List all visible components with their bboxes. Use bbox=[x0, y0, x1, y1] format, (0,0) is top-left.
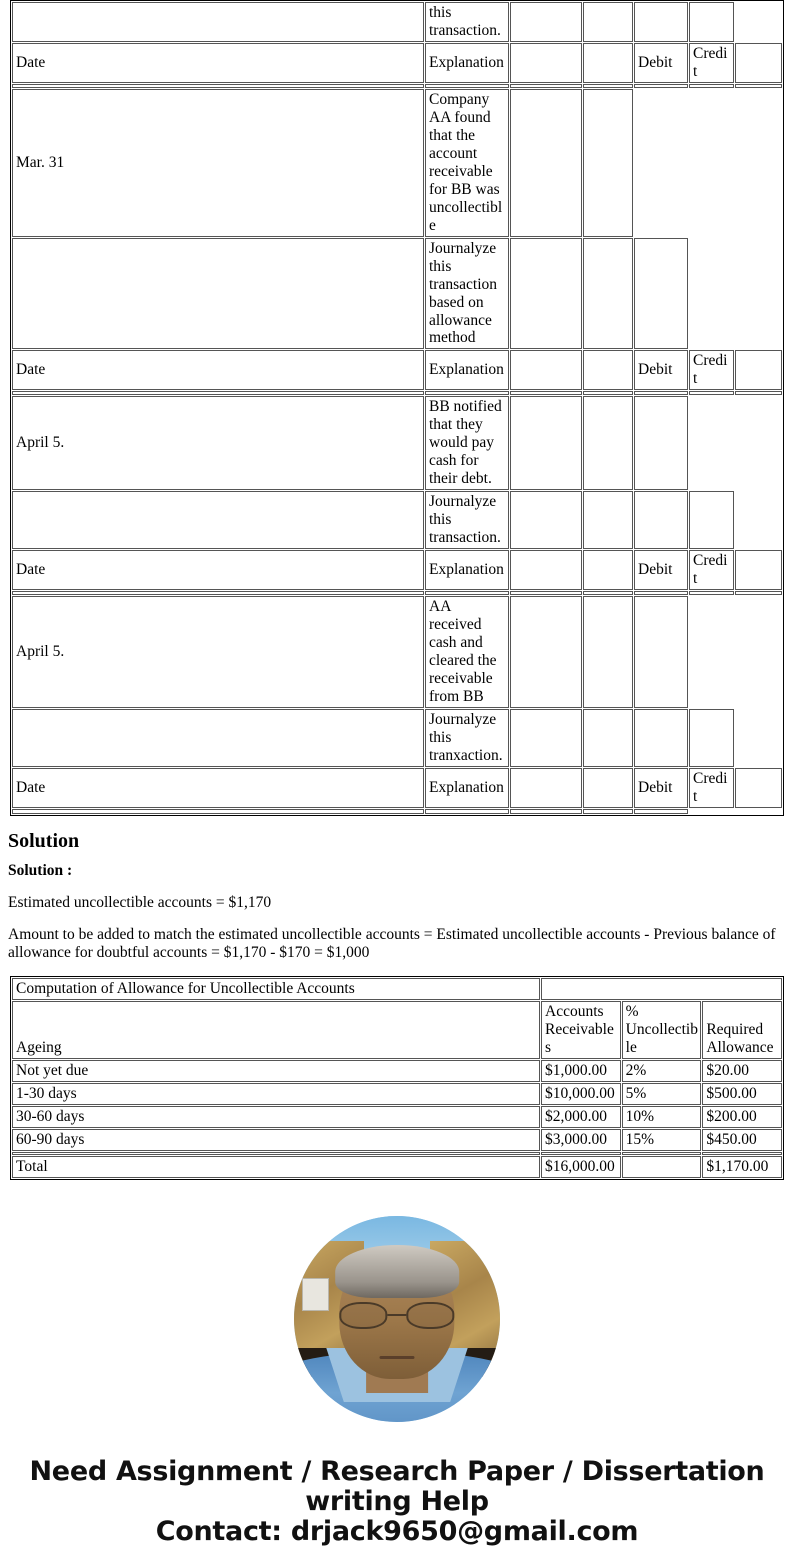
header-ageing: Ageing bbox=[12, 1001, 540, 1059]
header-explanation: Explanation bbox=[425, 768, 509, 808]
separator-cell bbox=[12, 1152, 540, 1155]
cell-accounts-receivables: $2,000.00 bbox=[541, 1106, 621, 1128]
cell-blank-2 bbox=[583, 89, 633, 237]
glasses-icon bbox=[339, 1302, 454, 1329]
cell-blank-1 bbox=[510, 238, 582, 350]
header-blank-3 bbox=[735, 550, 782, 590]
cell-required-allowance: $20.00 bbox=[702, 1060, 782, 1082]
cell-blank-1 bbox=[510, 89, 582, 237]
cell-date bbox=[12, 2, 424, 42]
header-date: Date bbox=[12, 768, 424, 808]
separator-cell bbox=[12, 591, 424, 595]
separator-cell bbox=[634, 809, 688, 814]
separator-cell bbox=[583, 591, 633, 595]
separator-cell bbox=[735, 591, 782, 595]
header-blank-2 bbox=[583, 768, 633, 808]
cell-blank-2 bbox=[583, 491, 633, 549]
cell-percent-uncollectible: 10% bbox=[622, 1106, 702, 1128]
cell-blank-1 bbox=[510, 2, 582, 42]
separator-cell bbox=[583, 391, 633, 395]
separator-row bbox=[12, 391, 782, 395]
avatar-background-panel bbox=[302, 1278, 329, 1311]
cell-percent-uncollectible: 2% bbox=[622, 1060, 702, 1082]
header-date: Date bbox=[12, 350, 424, 390]
header-blank-2 bbox=[583, 43, 633, 83]
header-credit: Credit bbox=[689, 550, 734, 590]
cell-blank-2 bbox=[583, 709, 633, 767]
header-credit: Credit bbox=[689, 43, 734, 83]
cell-explanation: Company AA found that the account receivable for BB was uncollectible bbox=[425, 89, 509, 237]
cell-debit bbox=[634, 596, 688, 708]
avatar-container bbox=[0, 1216, 794, 1427]
cell-ageing: 60-90 days bbox=[12, 1129, 540, 1151]
cell-total-required-allowance: $1,170.00 bbox=[702, 1156, 782, 1178]
separator-cell bbox=[425, 391, 509, 395]
separator-cell bbox=[689, 84, 734, 88]
table-row bbox=[12, 396, 782, 490]
avatar bbox=[294, 1216, 500, 1422]
separator-cell bbox=[634, 84, 688, 88]
header-explanation: Explanation bbox=[425, 550, 509, 590]
header-explanation: Explanation bbox=[425, 43, 509, 83]
separator-cell bbox=[689, 591, 734, 595]
table-row bbox=[12, 491, 782, 549]
table-header-row bbox=[12, 978, 782, 1000]
header-date: Date bbox=[12, 43, 424, 83]
separator-cell bbox=[735, 391, 782, 395]
cell-date: Mar. 31 bbox=[12, 89, 424, 237]
computation-title-spacer bbox=[541, 978, 782, 1000]
cell-total-accounts-receivables: $16,000.00 bbox=[541, 1156, 621, 1178]
cell-date: April 5. bbox=[12, 596, 424, 708]
header-blank-1 bbox=[510, 550, 582, 590]
separator-cell bbox=[689, 391, 734, 395]
separator-row bbox=[12, 591, 782, 595]
solution-section bbox=[0, 830, 794, 962]
cell-accounts-receivables: $10,000.00 bbox=[541, 1083, 621, 1105]
header-percent-uncollectible: % Uncollectible bbox=[622, 1001, 702, 1059]
separator-cell bbox=[735, 84, 782, 88]
separator-row bbox=[12, 809, 782, 814]
cell-explanation: AA received cash and cleared the receivable from BB bbox=[425, 596, 509, 708]
cell-date bbox=[12, 238, 424, 350]
table-row bbox=[12, 596, 782, 708]
cell-total-label: Total bbox=[12, 1156, 540, 1178]
table-row bbox=[12, 1083, 782, 1105]
cell-accounts-receivables: $1,000.00 bbox=[541, 1060, 621, 1082]
separator-cell bbox=[12, 84, 424, 88]
header-debit: Debit bbox=[634, 350, 688, 390]
cell-explanation: BB notified that they would pay cash for their debt. bbox=[425, 396, 509, 490]
separator-cell bbox=[634, 591, 688, 595]
cell-percent-uncollectible: 5% bbox=[622, 1083, 702, 1105]
cell-ageing: Not yet due bbox=[12, 1060, 540, 1082]
separator-cell bbox=[425, 809, 509, 814]
cell-explanation: this transaction. bbox=[425, 2, 509, 42]
computation-title: Computation of Allowance for Uncollectible Accounts bbox=[12, 978, 540, 1000]
cell-blank-2 bbox=[583, 396, 633, 490]
header-date: Date bbox=[12, 550, 424, 590]
table-header-row bbox=[12, 768, 782, 808]
header-blank-2 bbox=[583, 350, 633, 390]
separator-row bbox=[12, 1152, 782, 1155]
separator-cell bbox=[12, 391, 424, 395]
solution-line-estimated: Estimated uncollectible accounts = $1,170 bbox=[8, 893, 272, 911]
cta-line-1: Need Assignment / Research Paper / Dissertation bbox=[29, 1455, 765, 1487]
header-credit: Credit bbox=[689, 768, 734, 808]
cell-percent-uncollectible: 15% bbox=[622, 1129, 702, 1151]
cell-explanation: Journalyze this transaction based on allowance method bbox=[425, 238, 509, 350]
solution-line-amount-added: Amount to be added to match the estimated uncollectible accounts = Estimated uncollectible accounts - Previous balance of allowance for doubtful accounts = $1,170 - $170 = $1,000 bbox=[8, 925, 776, 961]
separator-cell bbox=[425, 591, 509, 595]
separator-cell bbox=[510, 809, 582, 814]
separator-cell bbox=[12, 809, 424, 814]
cell-date bbox=[12, 709, 424, 767]
separator-cell bbox=[583, 84, 633, 88]
separator-cell bbox=[510, 84, 582, 88]
cell-debit bbox=[634, 238, 688, 350]
avatar-glasses-bridge bbox=[388, 1314, 406, 1316]
allowance-computation-table bbox=[10, 976, 784, 1180]
table-header-row bbox=[12, 550, 782, 590]
header-blank-1 bbox=[510, 350, 582, 390]
header-debit: Debit bbox=[634, 550, 688, 590]
cell-accounts-receivables: $3,000.00 bbox=[541, 1129, 621, 1151]
avatar-lens-right bbox=[406, 1302, 454, 1329]
cell-total-percent bbox=[622, 1156, 702, 1178]
table-row bbox=[12, 1106, 782, 1128]
cell-date bbox=[12, 491, 424, 549]
table-header-row bbox=[12, 1001, 782, 1059]
separator-cell bbox=[541, 1152, 621, 1155]
cell-ageing: 30-60 days bbox=[12, 1106, 540, 1128]
header-required-allowance: Required Allowance bbox=[702, 1001, 782, 1059]
header-credit: Credit bbox=[689, 350, 734, 390]
header-debit: Debit bbox=[634, 768, 688, 808]
header-accounts-receivables: Accounts Receivables bbox=[541, 1001, 621, 1059]
separator-cell bbox=[425, 84, 509, 88]
table-row bbox=[12, 89, 782, 237]
header-blank-1 bbox=[510, 768, 582, 808]
header-debit: Debit bbox=[634, 43, 688, 83]
avatar-hair bbox=[335, 1245, 459, 1299]
journal-entry-table bbox=[10, 0, 784, 816]
cell-debit bbox=[634, 396, 688, 490]
separator-cell bbox=[510, 591, 582, 595]
cell-blank-1 bbox=[510, 709, 582, 767]
solution-subheading: Solution : bbox=[8, 861, 73, 879]
cell-required-allowance: $200.00 bbox=[702, 1106, 782, 1128]
cell-blank-1 bbox=[510, 596, 582, 708]
separator-cell bbox=[510, 391, 582, 395]
cell-blank-2 bbox=[583, 238, 633, 350]
cell-explanation: Journalyze this tranxaction. bbox=[425, 709, 509, 767]
cell-blank-2 bbox=[583, 596, 633, 708]
header-blank-3 bbox=[735, 43, 782, 83]
separator-cell bbox=[622, 1152, 702, 1155]
header-blank-3 bbox=[735, 768, 782, 808]
table-total-row bbox=[12, 1156, 782, 1178]
cta-line-3: Contact: drjack9650@gmail.com bbox=[155, 1516, 639, 1548]
cell-blank-1 bbox=[510, 396, 582, 490]
contact-cta bbox=[6, 1457, 788, 1548]
table-row bbox=[12, 238, 782, 350]
cell-credit bbox=[689, 491, 734, 549]
table-header-row bbox=[12, 43, 782, 83]
table-row bbox=[12, 1129, 782, 1151]
header-blank-3 bbox=[735, 350, 782, 390]
cell-credit bbox=[689, 2, 734, 42]
table-row bbox=[12, 709, 782, 767]
cell-ageing: 1-30 days bbox=[12, 1083, 540, 1105]
table-row bbox=[12, 2, 782, 42]
avatar-lens-left bbox=[339, 1302, 387, 1329]
cta-line-2: writing Help bbox=[305, 1486, 489, 1518]
header-blank-2 bbox=[583, 550, 633, 590]
separator-cell bbox=[583, 809, 633, 814]
table-header-row bbox=[12, 350, 782, 390]
cell-required-allowance: $450.00 bbox=[702, 1129, 782, 1151]
table-row bbox=[12, 1060, 782, 1082]
separator-row bbox=[12, 84, 782, 88]
header-blank-1 bbox=[510, 43, 582, 83]
cell-date: April 5. bbox=[12, 396, 424, 490]
cell-blank-1 bbox=[510, 491, 582, 549]
cell-required-allowance: $500.00 bbox=[702, 1083, 782, 1105]
cell-explanation: Journalyze this transaction. bbox=[425, 491, 509, 549]
cell-debit bbox=[634, 709, 688, 767]
header-explanation: Explanation bbox=[425, 350, 509, 390]
separator-cell bbox=[702, 1152, 782, 1155]
cell-blank-2 bbox=[583, 2, 633, 42]
separator-cell bbox=[634, 391, 688, 395]
cell-debit bbox=[634, 491, 688, 549]
page-title: Solution bbox=[8, 829, 80, 852]
cell-debit bbox=[634, 2, 688, 42]
avatar-mouth bbox=[379, 1356, 414, 1359]
cell-credit bbox=[689, 709, 734, 767]
